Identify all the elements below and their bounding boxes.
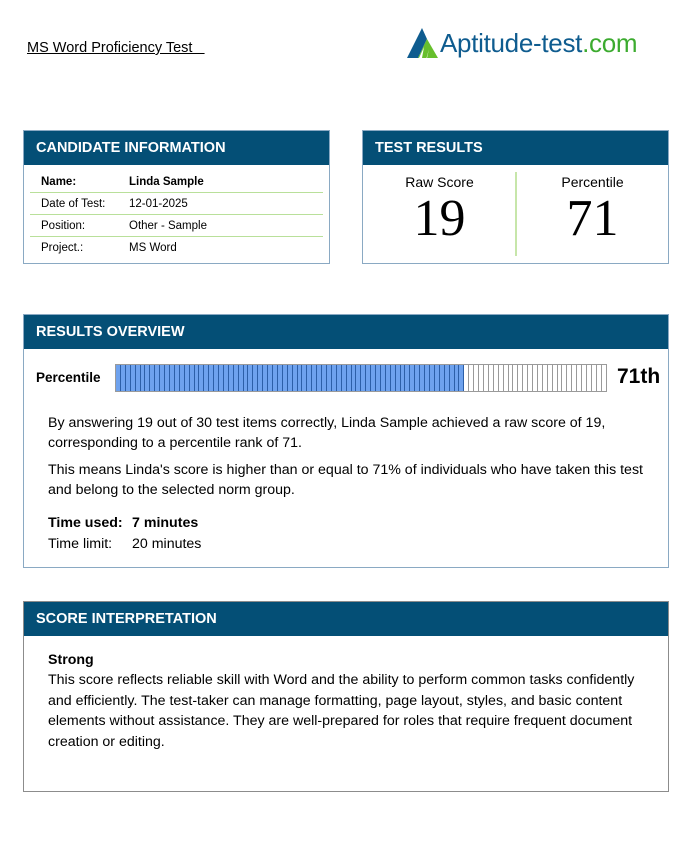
bar-segment-empty: [602, 365, 606, 391]
row-value: Other - Sample: [129, 220, 207, 232]
score-interpretation-header: SCORE INTERPRETATION: [24, 602, 668, 636]
logo-wordmark: Aptitude-test.com: [440, 28, 638, 58]
percentile-column: [516, 165, 669, 245]
raw-score-label: Raw Score: [405, 174, 474, 190]
test-results-panel: [362, 130, 669, 264]
row-label: Name:: [41, 176, 77, 188]
candidate-info-table: [30, 171, 323, 259]
test-results-header: TEST RESULTS: [363, 131, 668, 165]
time-limit-row: [48, 536, 201, 552]
brand-logo: [405, 26, 637, 60]
percentile-label: Percentile: [561, 174, 624, 190]
candidate-row-date: [30, 193, 323, 215]
results-overview-panel: [23, 314, 669, 568]
raw-score-column: [363, 165, 516, 245]
time-used-row: [48, 515, 198, 531]
overview-paragraph-2: This means Linda's score is higher than or equal to 71% of individuals who have taken this test and belong to the selected norm group.: [48, 462, 643, 498]
time-limit-label: Time limit:: [48, 536, 113, 552]
time-limit-value: 20 minutes: [132, 536, 202, 552]
candidate-information-panel: [23, 130, 330, 264]
percentile-value: 71: [566, 190, 619, 247]
mountain-triangle-logo-icon: [405, 27, 439, 59]
candidate-row-position: [30, 215, 323, 237]
score-interpretation-panel: [23, 601, 669, 792]
row-value: 12-01-2025: [129, 198, 188, 210]
row-label: Position:: [41, 220, 86, 232]
percentile-bar: [115, 364, 607, 392]
candidate-information-header: CANDIDATE INFORMATION: [24, 131, 329, 165]
row-value: Linda Sample: [129, 176, 204, 188]
row-value: MS Word: [129, 242, 177, 254]
row-label: Date of Test:: [41, 198, 106, 210]
candidate-row-project: [30, 237, 323, 259]
interpretation-level: Strong: [48, 652, 94, 668]
raw-score-value: 19: [413, 190, 466, 247]
time-used-value: 7 minutes: [132, 515, 199, 531]
percentile-bar-value: 71th: [617, 365, 661, 388]
percentile-bar-label: Percentile: [36, 370, 101, 385]
row-label: Project.:: [41, 242, 84, 254]
overview-paragraph-1: By answering 19 out of 30 test items correctly, Linda Sample achieved a raw score of 19, corresponding to a percentile rank of 71.: [48, 415, 606, 451]
document-title: MS Word Proficiency Test: [27, 40, 205, 56]
time-used-label: Time used:: [48, 515, 123, 531]
results-overview-header: RESULTS OVERVIEW: [24, 315, 668, 349]
candidate-row-name: [30, 171, 323, 193]
interpretation-text: This score reflects reliable skill with Word and the ability to perform common tasks confidently and efficiently. The test-taker can manage formatting, page layout, styles, and basic content elements without assistance. They are well-prepared for roles that require frequent document creation or editing.: [48, 672, 635, 750]
